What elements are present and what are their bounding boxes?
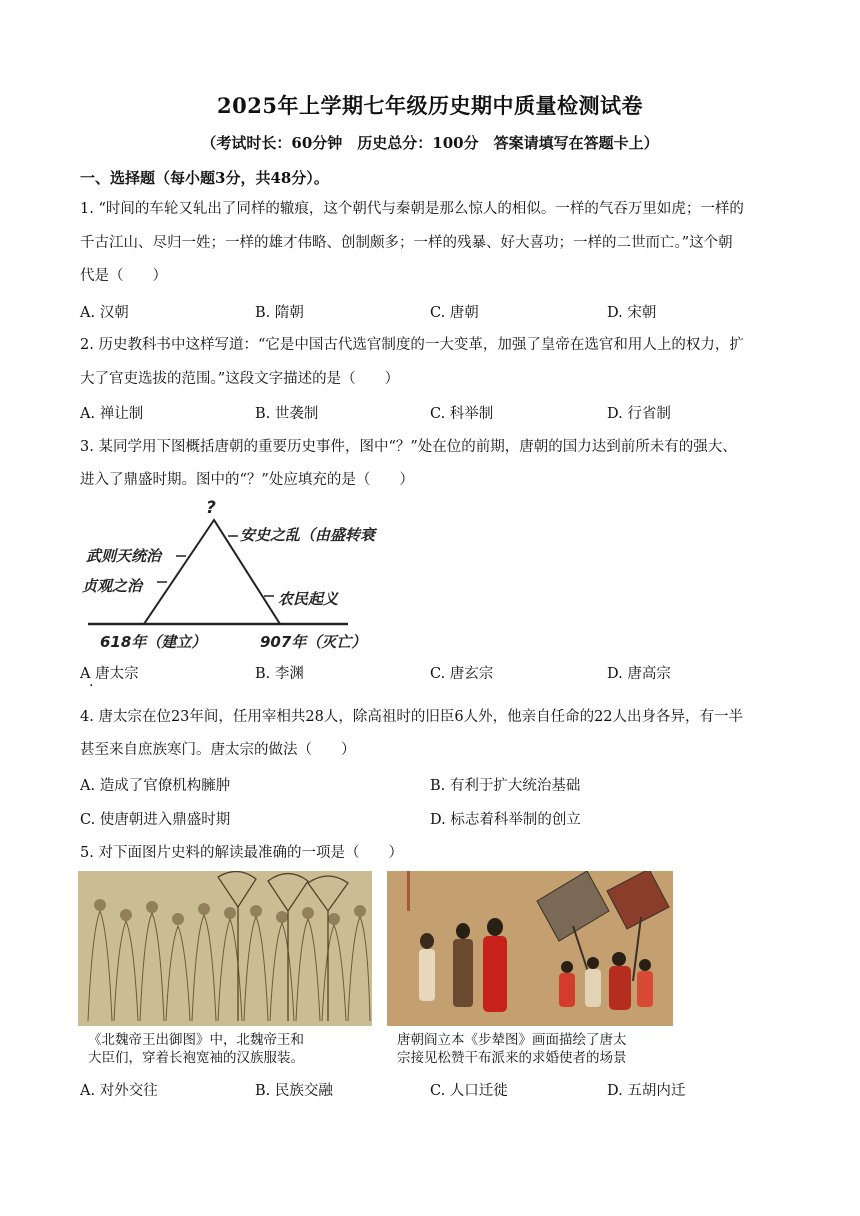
q4-option-a[interactable]: A. 造成了官僚机构臃肿 [80,778,231,794]
exam-info: （考试时长：60分钟 历史总分：100分 答案请填写在答题卡上） [201,134,659,152]
question-5-stem: 5. 对下面图片史料的解读最准确的一项是（ ） [80,845,403,861]
question-4-line-1: 4. 唐太宗在位23年间，任用宰相共28人，除高祖时的旧臣6人外，他亲自任命的22人出身各异，有一半 [80,709,744,725]
diagram-label-fall: 907年（灭亡） [260,633,367,651]
northern-wei-caption-line-2: 大臣们，穿着长袍宽袖的汉族服装。 [88,1050,304,1066]
question-3-line-1: 3. 某同学用下图概括唐朝的重要历史事件，图中“？”处在位的前期，唐朝的国力达到前所未有的强大、 [80,439,737,455]
northern-wei-caption-line-1: 《北魏帝王出御图》中，北魏帝王和 [88,1032,304,1048]
bunian-tu-caption-line-1: 唐朝阎立本《步辇图》画面描绘了唐太 [397,1032,627,1048]
q1-option-a[interactable]: A. 汉朝 [80,305,129,321]
northern-wei-caption [88,1031,304,1067]
question-1-line-1: 1. “时间的车轮又轧出了同样的辙痕，这个朝代与秦朝是那么惊人的相似。一样的气吞万里如虎；一样的 [80,201,744,217]
question-2-line-2: 大了官吏选拔的范围。”这段文字描述的是（ ） [80,371,400,387]
q5-option-d[interactable]: D. 五胡内迁 [607,1083,686,1099]
question-4-line-2: 甚至来自庶族寒门。唐太宗的做法（ ） [80,742,356,758]
q4-option-c[interactable]: C. 使唐朝进入鼎盛时期 [80,812,231,828]
diagram-label-anshi-rebellion: 安史之乱（由盛转衰 [240,526,376,544]
q2-option-a[interactable]: A. 禅让制 [80,406,144,422]
diagram-label-peasant-uprising: 农民起义 [278,590,339,608]
q2-option-d[interactable]: D. 行省制 [607,406,671,422]
diagram-question-mark: ? [206,498,216,518]
q5-option-b[interactable]: B. 民族交融 [255,1083,333,1099]
q4-option-b[interactable]: B. 有利于扩大统治基础 [430,778,581,794]
q3-option-a[interactable]: A 唐太宗 [80,666,139,682]
q1-option-b[interactable]: B. 隋朝 [255,305,304,321]
bunian-tu-caption-line-2: 宗接见松赞干布派来的求婚使者的场景 [397,1050,627,1066]
q3-option-d[interactable]: D. 唐高宗 [607,666,671,682]
q5-option-a[interactable]: A. 对外交往 [80,1083,158,1099]
q1-option-d[interactable]: D. 宋朝 [607,305,657,321]
q1-option-c[interactable]: C. 唐朝 [430,305,479,321]
northern-wei-painting-image [78,871,372,1026]
page-title: 2025年上学期七年级历史期中质量检测试卷 [217,93,643,118]
section-heading: 一、选择题（每小题3分，共48分）。 [80,169,329,187]
stray-dot: · [89,678,94,694]
tang-dynasty-triangle-diagram [78,498,408,660]
northern-wei-painting [78,871,372,1068]
diagram-label-founding: 618年（建立） [100,633,207,651]
bunian-tu-caption [397,1031,627,1067]
q3-option-c[interactable]: C. 唐玄宗 [430,666,494,682]
question-2-line-1: 2. 历史教科书中这样写道：“它是中国古代选官制度的一大变革，加强了皇帝在选官和用人上的权力，扩 [80,337,744,353]
diagram-label-wuzetian: 武则天统治 [86,547,162,565]
question-1-line-3: 代是（ ） [80,268,167,284]
question-1-line-2: 千古江山、尽归一姓；一样的雄才伟略、创制颇多；一样的残暴、好大喜功；一样的二世而亡。”这个朝 [80,235,733,251]
q5-option-c[interactable]: C. 人口迁徙 [430,1083,508,1099]
question-3-line-2: 进入了鼎盛时期。图中的“？”处应填充的是（ ） [80,472,414,488]
q2-option-b[interactable]: B. 世袭制 [255,406,319,422]
q2-option-c[interactable]: C. 科举制 [430,406,494,422]
diagram-label-zhenguan: 贞观之治 [82,577,143,595]
q3-option-b[interactable]: B. 李渊 [255,666,304,682]
q4-option-d[interactable]: D. 标志着科举制的创立 [430,812,581,828]
bunian-tu-painting-image [387,871,673,1026]
bunian-tu-painting [387,871,673,1068]
